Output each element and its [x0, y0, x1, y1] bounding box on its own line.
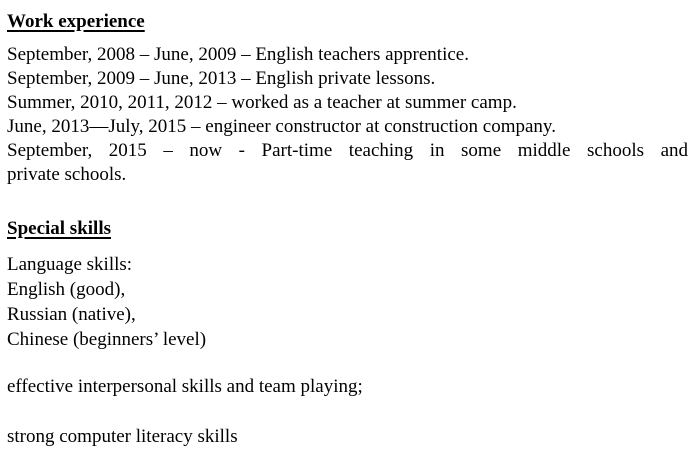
- language-skill-english: English (good),: [7, 279, 126, 300]
- work-entry-3: Summer, 2010, 2011, 2012 – worked as a teacher at summer camp.: [7, 92, 517, 113]
- work-entry-4: June, 2013—July, 2015 – engineer constructor at construction company.: [7, 116, 556, 137]
- work-entry-2: September, 2009 – June, 2013 – English private lessons.: [7, 68, 436, 89]
- work-experience-heading: [7, 10, 688, 34]
- language-skill-russian: Russian (native),: [7, 304, 136, 325]
- special-skills-heading-text: Special skills: [7, 218, 111, 239]
- special-skills-heading: [7, 217, 688, 241]
- computer-literacy-line: strong computer literacy skills: [7, 426, 238, 447]
- work-entry-1: September, 2008 – June, 2009 – English teachers apprentice.: [7, 44, 469, 65]
- language-skill-chinese: Chinese (beginners’ level): [7, 329, 207, 350]
- work-entry-5-wrap-line: private schools.: [7, 164, 127, 185]
- work-entry-5-justified-line: September, 2015 – now - Part-time teaching in some middle schools and: [7, 140, 688, 161]
- work-experience-heading-text: Work experience: [7, 11, 145, 32]
- language-skills-list: [7, 252, 688, 352]
- language-skills-label: Language skills:: [7, 254, 133, 275]
- interpersonal-skills-line: effective interpersonal skills and team playing;: [7, 376, 363, 397]
- work-experience-section: [7, 43, 688, 187]
